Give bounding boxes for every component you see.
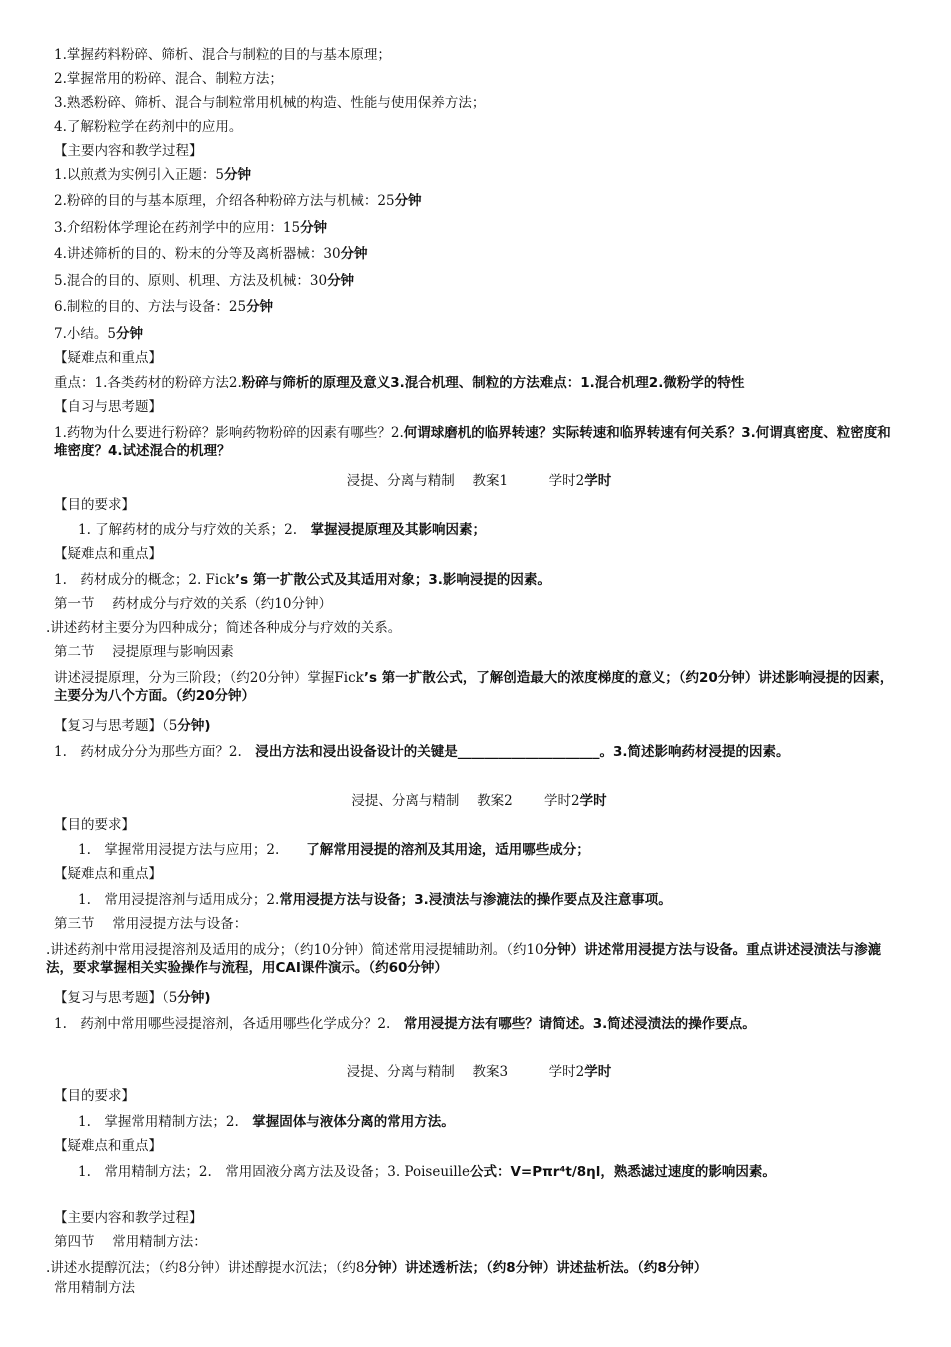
- lesson-2-review-heading: 【复习与思考题】（5分钟): [54, 990, 211, 1006]
- section-4-title: 第四节 常用精制方法：: [54, 1234, 207, 1250]
- objective-1: 1.掌握药料粉碎、筛析、混合与制粒的目的与基本原理；: [54, 47, 391, 63]
- lesson-2-title: 浸提、分离与精制 教案2 学时2学时: [351, 793, 607, 809]
- process-item-1: 1.以煎煮为实例引入正题：5分钟: [54, 167, 251, 183]
- process-item-6: 6.制粒的目的、方法与设备：25分钟: [54, 299, 274, 315]
- process-item-2: 2.粉碎的目的与基本原理，介绍各种粉碎方法与机械：25分钟: [54, 193, 422, 209]
- lesson-3-key-points-heading: 【疑难点和重点】: [54, 1138, 162, 1154]
- section-1-title: 第一节 药材成分与疗效的关系（约10分钟）: [54, 596, 332, 612]
- lesson-2-objectives: 1. 掌握常用浸提方法与应用；2. 了解常用浸提的溶剂及其用途，适用哪些成分；: [78, 842, 590, 858]
- lesson-3-title: 浸提、分离与精制 教案3 学时2学时: [346, 1064, 612, 1080]
- process-item-4: 4.讲述筛析的目的、粉末的分等及离析器械：30分钟: [54, 246, 368, 262]
- lesson-1-title: 浸提、分离与精制 教案1 学时2学时: [346, 473, 612, 489]
- lesson-2-objectives-heading: 【目的要求】: [54, 817, 135, 833]
- section-3-content: .讲述药剂中常用浸提溶剂及适用的成分；（约10分钟）简述常用浸提辅助剂。（约10分钟）讲述常用浸提方法与设备。重点讲述浸渍法与渗漉法，要求掌握相关实验操作与流程，用CAI课件演示。（约60分钟）: [46, 942, 882, 976]
- key-points-text: 重点：1.各类药材的粉碎方法2.粉碎与筛析的原理及意义3.混合机理、制粒的方法难点：1.混合机理2.微粉学的特性: [54, 375, 745, 391]
- lesson-1-objectives: 1. 了解药材的成分与疗效的关系；2. 掌握浸提原理及其影响因素；: [78, 522, 487, 538]
- section-3-title: 第三节 常用浸提方法与设备：: [54, 916, 248, 932]
- objective-2: 2.掌握常用的粉碎、混合、制粒方法；: [54, 71, 283, 87]
- section-heading-key-points: 【疑难点和重点】: [54, 350, 162, 366]
- section-2-content: 讲述浸提原理，分为三阶段；（约20分钟）掌握Fick’s 第一扩散公式，了解创造最大的浓度梯度的意义；（约20分钟）讲述影响浸提的因素，主要分为八个方面。（约20分钟）: [54, 670, 894, 704]
- section-4-subtitle: 常用精制方法: [54, 1280, 135, 1296]
- lesson-3-objectives: 1. 掌握常用精制方法；2. 掌握固体与液体分离的常用方法。: [78, 1114, 455, 1130]
- lesson-3-objectives-heading: 【目的要求】: [54, 1088, 135, 1104]
- objective-3: 3.熟悉粉碎、筛析、混合与制粒常用机械的构造、性能与使用保养方法；: [54, 95, 486, 111]
- lesson-2-review-questions: 1. 药剂中常用哪些浸提溶剂，各适用哪些化学成分？2. 常用浸提方法有哪些？请简述。3.简述浸渍法的操作要点。: [54, 1016, 756, 1032]
- lesson-3-main-content-heading: 【主要内容和教学过程】: [54, 1210, 203, 1226]
- lesson-3-key-points: 1. 常用精制方法；2. 常用固液分离方法及设备；3. Poiseuille公式：V=Pπr⁴t/8ηl，熟悉滤过速度的影响因素。: [78, 1164, 776, 1180]
- lesson-1-objectives-heading: 【目的要求】: [54, 497, 135, 513]
- self-study-questions: 1.药物为什么要进行粉碎？影响药物粉碎的因素有哪些？2.何谓球磨机的临界转速？实际转速和临界转速有何关系？3.何谓真密度、粒密度和堆密度？4.试述混合的机理？: [54, 425, 891, 459]
- section-4-content: .讲述水提醇沉法；（约8分钟）讲述醇提水沉法；（约8分钟）讲述透析法；（约8分钟）讲述盐析法。（约8分钟）: [46, 1260, 708, 1276]
- lesson-1-key-points: 1. 药材成分的概念；2. Fick’s 第一扩散公式及其适用对象；3.影响浸提的因素。: [54, 572, 551, 588]
- lesson-2-key-points-heading: 【疑难点和重点】: [54, 866, 162, 882]
- section-1-content: .讲述药材主要分为四种成分；简述各种成分与疗效的关系。: [46, 620, 402, 636]
- lesson-1-review-questions: 1. 药材成分分为那些方面？2. 浸出方法和浸出设备设计的关键是_____________________。3.简述影响药材浸提的因素。: [54, 744, 790, 760]
- section-heading-self-study: 【自习与思考题】: [54, 399, 162, 415]
- section-heading-main-content: 【主要内容和教学过程】: [54, 143, 203, 159]
- process-item-5: 5.混合的目的、原则、机理、方法及机械：30分钟: [54, 273, 355, 289]
- process-item-3: 3.介绍粉体学理论在药剂学中的应用：15分钟: [54, 220, 328, 236]
- objective-4: 4.了解粉粒学在药剂中的应用。: [54, 119, 243, 135]
- process-item-7: 7.小结。5分钟: [54, 326, 143, 342]
- lesson-1-key-points-heading: 【疑难点和重点】: [54, 546, 162, 562]
- lesson-2-key-points: 1. 常用浸提溶剂与适用成分；2.常用浸提方法与设备；3.浸渍法与渗漉法的操作要点及注意事项。: [78, 892, 672, 908]
- section-2-title: 第二节 浸提原理与影响因素: [54, 644, 234, 660]
- lesson-1-review-heading: 【复习与思考题】（5分钟): [54, 718, 211, 734]
